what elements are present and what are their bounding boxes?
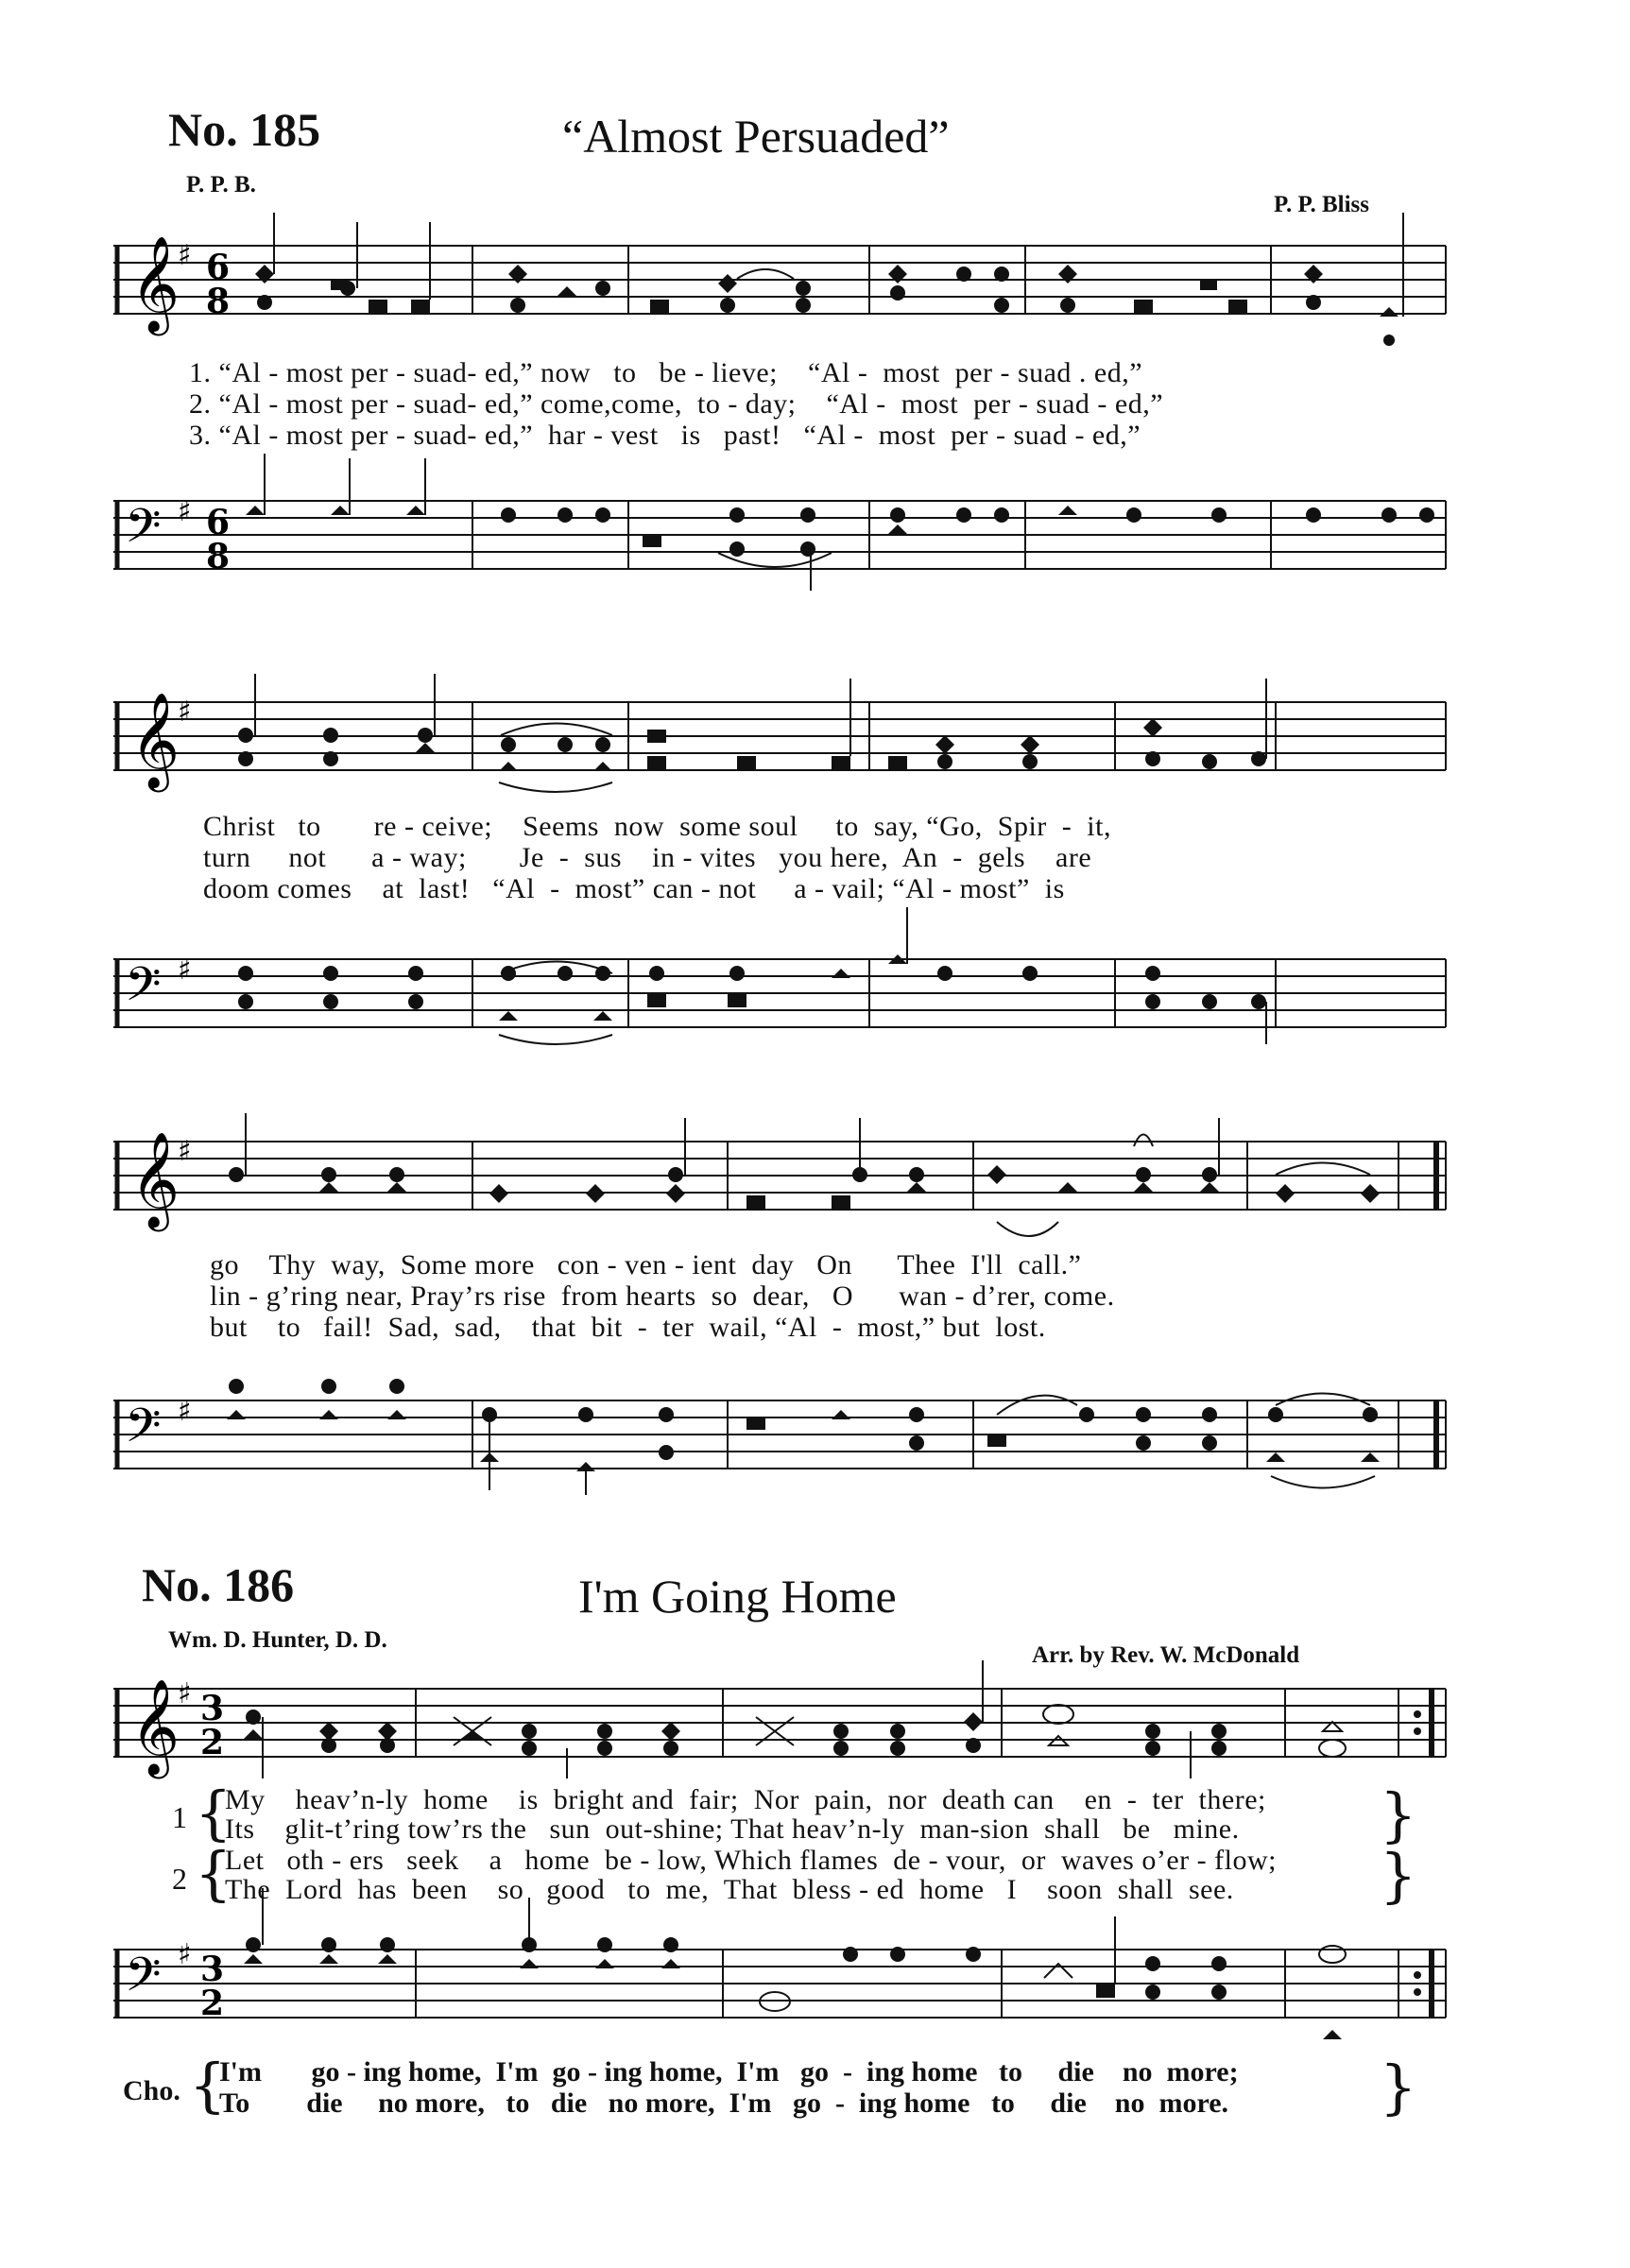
- svg-text:♯: ♯: [178, 1135, 192, 1168]
- hymn-185-number: No. 185: [168, 103, 321, 156]
- verse-2-number: 2: [172, 1862, 187, 1896]
- chorus-line1: I'm go - ing home, I'm go - ing home, I'm go - ing home to die no more;: [219, 2056, 1239, 2088]
- hymn-185-words-credit: P. P. B.: [186, 172, 256, 198]
- treble-staff-2: [113, 679, 1455, 801]
- svg-text:8: 8: [206, 282, 231, 321]
- svg-text:2: 2: [200, 1723, 225, 1762]
- chorus-left-brace: {: [189, 2051, 227, 2120]
- verse-2-left-brace: {: [195, 1839, 232, 1908]
- verse-1-number: 1: [172, 1800, 187, 1834]
- svg-text:6: 6: [206, 503, 231, 542]
- hymn-185-sys3-line2: lin - g’ring near, Pray’rs rise from hearts so dear, O wan - d’rer, come.: [210, 1280, 1115, 1312]
- hymn-185-sys2-line1: Christ to re - ceive; Seems now some soul to say, “Go, Spir - it,: [203, 811, 1111, 842]
- svg-text:𝄢: 𝄢: [125, 1399, 162, 1465]
- svg-text:𝄞: 𝄞: [130, 234, 180, 332]
- hymn-185-sys3-line3: but to fail! Sad, sad, that bit - ter wail, “Al - most,” but lost.: [210, 1312, 1046, 1343]
- hymn-186-verse1-line1: My heav’n-ly home is bright and fair; Nor pain, nor death can en - ter there;: [225, 1784, 1266, 1815]
- hymn-186-title: I'm Going Home: [578, 1570, 897, 1623]
- bass-staff-1: [113, 477, 1455, 600]
- treble-staff-3: [113, 1118, 1455, 1241]
- hymn-186-verse2-line1: Let oth - ers seek a home be - low, Which flames de - vour, or waves o’er - flow;: [225, 1845, 1277, 1876]
- svg-text:𝄢: 𝄢: [125, 499, 162, 565]
- svg-text:♯: ♯: [178, 696, 192, 729]
- svg-text:6: 6: [206, 248, 231, 287]
- svg-text:𝄢: 𝄢: [125, 1948, 162, 2014]
- svg-text:♯: ♯: [178, 495, 192, 528]
- hymn-185-music-credit: P. P. Bliss: [1274, 192, 1369, 217]
- svg-text:𝄞: 𝄞: [130, 1130, 180, 1228]
- bass-staff-3: [113, 1377, 1455, 1500]
- hymn-185-sys2-line2: turn not a - way; Je - sus in - vites you here, An - gels are: [203, 842, 1092, 873]
- svg-text:3: 3: [200, 1950, 225, 1989]
- treble-staff-1: [113, 222, 1455, 345]
- hymn-185-title: “Almost Persuaded”: [562, 110, 950, 163]
- verse-1-left-brace: {: [195, 1778, 232, 1847]
- svg-text:3: 3: [200, 1689, 225, 1728]
- svg-text:♯: ♯: [178, 239, 192, 272]
- hymn-185-sys1-line2: 2. “Al - most per - suad- ed,” come,come, to - day; “Al - most per - suad - ed,”: [189, 388, 1164, 420]
- bass-staff-4: [113, 1926, 1455, 2049]
- hymn-186-number: No. 186: [142, 1558, 295, 1611]
- hymn-185-sys1-line1: 1. “Al - most per - suad- ed,” now to be - lieve; “Al - most per - suad . ed,”: [189, 357, 1143, 388]
- treble-staff-4: [113, 1665, 1455, 1788]
- chorus-line2: To die no more, to die no more, I'm go - ing home to die no more.: [219, 2088, 1229, 2119]
- svg-text:♯: ♯: [178, 1395, 192, 1428]
- svg-text:𝄢: 𝄢: [125, 957, 162, 1023]
- hymn-186-words-credit: Wm. D. Hunter, D. D.: [168, 1627, 387, 1653]
- hymn-186-music-credit: Arr. by Rev. W. McDonald: [1032, 1642, 1300, 1668]
- hymn-185-sys2-line3: doom comes at last! “Al - most” can - not a - vail; “Al - most” is: [203, 873, 1065, 904]
- chorus-label: Cho.: [123, 2075, 180, 2106]
- svg-text:𝄞: 𝄞: [130, 1677, 180, 1775]
- svg-text:8: 8: [206, 537, 231, 576]
- svg-text:♯: ♯: [178, 954, 192, 987]
- verse-1-right-brace: }: [1380, 1780, 1417, 1849]
- svg-text:♯: ♯: [178, 1677, 192, 1710]
- verse-2-right-brace: }: [1380, 1841, 1417, 1910]
- hymn-185-sys1-line3: 3. “Al - most per - suad- ed,” har - vest is past! “Al - most per - suad - ed,”: [189, 420, 1141, 451]
- svg-text:𝄞: 𝄞: [130, 691, 180, 788]
- chorus-right-brace: }: [1380, 2053, 1417, 2122]
- svg-text:♯: ♯: [178, 1938, 192, 1971]
- hymn-185-sys3-line1: go Thy way, Some more con - ven - ient day On Thee I'll call.”: [210, 1249, 1082, 1280]
- bass-staff-2: [113, 936, 1455, 1058]
- hymn-186-verse1-line2: Its glit-t’ring tow’rs the sun out-shine; That heav’n-ly man-sion shall be mine.: [225, 1813, 1240, 1845]
- svg-text:2: 2: [200, 1984, 225, 2023]
- hymn-186-verse2-line2: The Lord has been so good to me, That bless - ed home I soon shall see.: [225, 1874, 1234, 1905]
